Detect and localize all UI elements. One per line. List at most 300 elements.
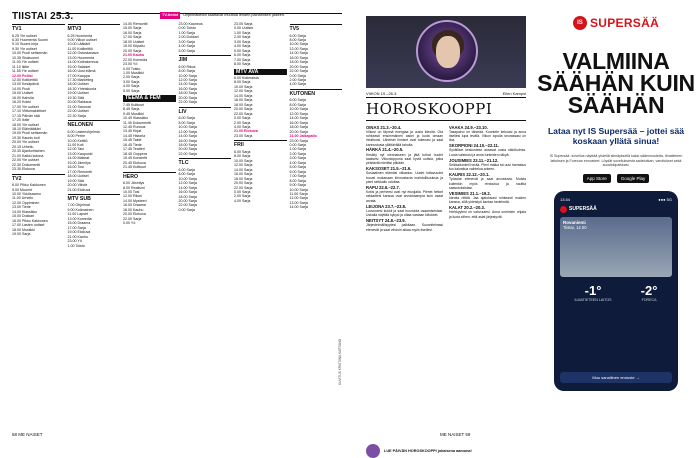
sign-text: Herkkyytesi on vahvuutesi. Anna unelmien ohjata ja luota siihen, että asiat järjestyvät.: [449, 210, 526, 219]
phone-temp-left: [575, 283, 612, 302]
program-line: 21.00 Kauhu: [67, 234, 88, 239]
program-line: 11.10 Ikitie: [12, 64, 30, 69]
program-line: 20.00 Viihde: [67, 183, 88, 188]
program-line: 6.00 Sarja: [178, 167, 195, 172]
program-line: 0.00 Yö: [123, 221, 136, 226]
program-line: 13.00 Kesäpäivä: [12, 82, 39, 87]
sign-name: RAPU 22.6.–22.7.: [366, 184, 400, 190]
program-line: 13.00 Komedia: [67, 216, 92, 221]
program-line: 20.00 Sarja: [178, 95, 197, 100]
program-line: 1.00 Musiikki: [123, 70, 144, 75]
face-shape: [436, 36, 460, 68]
tv-column: [179, 22, 232, 427]
program-line: 1.00 Sarja: [289, 147, 306, 152]
program-line: 10.35 Sisäsuomi: [12, 55, 39, 60]
program-line: 18.00 Sarja: [289, 125, 308, 130]
program-line: 14.00 Mysteeri: [123, 198, 147, 203]
sign-text: Keskity nyt olennaiseen ja jätä turhat huolet taaksesi. Viikonloppuna saat hyviä uutisia, jotka piristävät mieltäsi pitkään.: [366, 152, 443, 166]
phone-temp2: -2°: [640, 282, 658, 298]
tv-column: [234, 22, 287, 427]
program-line: 0.00 Sarja: [289, 142, 306, 147]
program-line: 22.30 Sarja: [67, 113, 86, 118]
program-line: 6.00 Sarja: [234, 53, 251, 58]
sign-text: Syvälliset keskustelut avaavat uusia näkökulmia. Luota vaistoosi ja anna tunteiden näkyä.: [449, 148, 526, 157]
program-line: 14.00 Puoli: [12, 86, 30, 91]
program-line: 6.25 Huomenta: [67, 33, 93, 38]
phone-brand-text: SUPERSÄÄ: [569, 206, 597, 213]
program-line: 21.00 Elokuva: [234, 129, 258, 134]
program-line: 16.20 Kokki: [12, 100, 31, 105]
program-line: 10.00 Puoli seitsemän: [12, 51, 48, 56]
horoscope-column-left: [366, 124, 443, 442]
program-line: 22.30 Dokumentti: [12, 162, 41, 167]
program-line: 21.45 Kulttuuri: [123, 165, 147, 170]
program-line: 9.30 Yle uutiset: [12, 46, 37, 51]
tv-column: [12, 22, 65, 427]
sign-name: LEIJONA 23.7.–23.8.: [366, 203, 407, 209]
schedule-note: [160, 12, 346, 19]
program-line: 10.00 Sarja: [234, 158, 253, 163]
program-line: 19.00 Puoli seitsemän: [12, 131, 48, 136]
program-line: 17.00 Sarja: [67, 225, 86, 230]
program-line: 3.00 Sarja: [178, 39, 195, 44]
sign-text: Luovuutesi kukkii ja saat huomiota osaamisestasi. Uskalla näyttää kykysi ja ottaa vastaan kiitokset.: [366, 208, 443, 218]
channel-heading: TV5: [290, 24, 343, 33]
program-line: 18.00 Sarja: [178, 142, 197, 147]
program-line: 22.00 Sarja: [178, 203, 197, 208]
program-line: 10.00 Sarja: [178, 73, 197, 78]
program-line: 18.30 Yhteiskunta: [67, 86, 97, 91]
program-line: 2.00 Sarja: [234, 35, 251, 40]
channel-heading: JIM: [179, 55, 232, 64]
channel-heading: TV2: [12, 174, 65, 183]
sign-text: Kotisi ja perheesi ovat nyt etusijalla. Pienet hetket rakkaittesi kanssa ovat arvokkaampia kuin osaat arvata.: [366, 190, 443, 203]
program-line: 5.00 Sarja: [289, 165, 306, 170]
phone-status-bar: [560, 197, 672, 202]
program-line: 17.30 Marketing: [67, 78, 94, 83]
sign-name: SKORPIONI 24.10.–22.11.: [449, 143, 500, 149]
program-line: 13.00 Kaupunki: [67, 151, 93, 156]
page-footer-left: 58 ME NAISET: [12, 432, 43, 437]
channel-heading: FRII: [234, 140, 287, 149]
program-line: 3.00 Sarja: [123, 79, 140, 84]
left-page: [0, 0, 348, 450]
program-line: 6.00 Lastenohjelmia: [67, 129, 100, 134]
program-line: 16.00 Sarja: [289, 120, 308, 125]
program-line: 13.45 Kirjat: [123, 129, 142, 134]
program-line: 6.25 Yle uutiset: [12, 33, 37, 38]
program-line: 2.00 Sarja: [123, 75, 140, 80]
program-line: 14.45 Historia: [123, 133, 146, 138]
ad-logo: [536, 16, 696, 30]
program-line: 7.00 Sarja: [289, 174, 306, 179]
program-line: 18.00 Sarja: [178, 91, 197, 96]
program-line: 4.00 Sarja: [289, 82, 306, 87]
channel-heading: HERO: [123, 172, 176, 181]
sign-text: Tasapaino on tärkeää. Kuuntele kehoasi ja anna itsellesi lupa levätä. Viikon lopulla seurassasi on iloa.: [449, 129, 526, 143]
program-line: 11.00 Sarja: [289, 191, 308, 196]
sign-text: Seikkailumieli herää. Pieni matka tai uusi harrastus tuo kaivattua vaihtelua arkeen.: [449, 162, 526, 172]
program-line: 2.00 Sarja: [289, 151, 306, 156]
program-line: 10.00 Tosi: [123, 189, 140, 194]
program-line: 22.00 Uutiset: [67, 109, 89, 114]
program-line: 6.00 Sarja: [234, 149, 251, 154]
program-line: 2.00 Dokkari: [178, 35, 199, 40]
program-line: 8.00 Sarja: [178, 69, 195, 74]
program-line: 13.00 Huomenta: [67, 55, 95, 60]
program-line: 15.00 Draama: [67, 221, 91, 226]
page-title: TIISTAI 25.3.: [12, 11, 74, 22]
program-line: 12.00 Sarja: [234, 89, 253, 94]
program-line: 6.30 Huomenta Suomi: [12, 37, 48, 42]
program-line: 6.00 Rikos: [178, 64, 196, 69]
program-line: 23.30 Elokuva: [12, 167, 35, 172]
right-page: [338, 0, 696, 453]
program-line: 2.00 Sarja: [234, 194, 251, 199]
horoscope-title: HOROSKOOPPI: [366, 97, 526, 121]
program-line: 0.00 Toisto: [123, 66, 141, 71]
program-line: 6.00 Sarja: [289, 33, 306, 38]
program-line: 12.00 Oppiminen: [12, 200, 40, 205]
program-line: 4.00 Sarja: [289, 160, 306, 165]
program-line: 23.00 Yö: [67, 239, 82, 244]
program-line: 18.00 Kauhu: [123, 207, 144, 212]
program-line: 17.45 Teatteri: [123, 147, 145, 152]
program-line: 14.00 Sarja: [289, 205, 308, 210]
program-line: 12.00 Ostoskanava: [67, 51, 99, 56]
sign-name: KALAT 20.2.–20.3.: [449, 205, 485, 211]
program-line: 21.00 Kauhu: [123, 53, 145, 58]
program-line: 0.00 Sarja: [234, 116, 251, 121]
program-line: 0.00 Sarja: [234, 189, 251, 194]
program-line: 4.00 Sarja: [234, 44, 251, 49]
program-line: 20.00 Rakkaus: [67, 100, 92, 105]
program-line: 3.00 Sarja: [289, 156, 306, 161]
program-line: 20.00 Sarja: [289, 64, 308, 69]
phone-brand: [560, 206, 672, 213]
phone-place: Rovaniemi: [563, 219, 586, 225]
program-line: 0.00 Uutiset: [234, 26, 254, 31]
program-line: 16.00 Kahvila: [12, 95, 34, 100]
note-tag: TV-tiedot: [162, 13, 179, 17]
program-line: 17.00 Remontti: [67, 169, 92, 174]
program-line: 8.00 Sarja: [234, 62, 251, 67]
program-line: 0.00 Sarja: [178, 207, 195, 212]
google-play-badge[interactable]: Google Play: [617, 174, 650, 183]
program-line: 4.00 Sarja: [234, 125, 251, 130]
program-line: 17.00 Lasten uutiset: [12, 223, 45, 228]
program-line: 19.00 Sarja: [12, 232, 31, 237]
program-line: 19.00 Elokuva: [67, 230, 91, 235]
program-line: 14.00 Sarja: [289, 116, 308, 121]
program-line: 14.00 Remontti: [123, 22, 148, 26]
sign-name: VESIMIES 21.1.–19.2.: [449, 190, 491, 196]
ad-badge: IS: [573, 16, 587, 30]
program-line: 14.00 Sarja: [234, 167, 253, 172]
tv-column: [290, 22, 343, 427]
program-line: 15.00 Salaiset: [67, 64, 91, 69]
store-badges: [536, 174, 696, 183]
channel-heading: NELONEN: [68, 120, 121, 129]
program-line: 17.00 Yle uutiset: [12, 104, 39, 109]
program-line: 5.00 Sarja: [178, 48, 195, 53]
phone-forecast-link[interactable]: Muu sanallinen ennuste →: [560, 372, 672, 383]
program-line: 6.00 Sarja: [289, 98, 306, 103]
program-line: 8.00 Sarja: [289, 178, 306, 183]
channel-heading: MTV3: [68, 24, 121, 33]
horoscope-column-right: [449, 124, 526, 442]
program-line: 10.00 Sarja: [234, 84, 253, 89]
program-line: 7.45 Kulttuuri: [123, 102, 145, 107]
program-line: 6.00 Kotimaisia: [234, 76, 259, 81]
program-line: 6.00 Sarja: [178, 116, 195, 121]
channel-heading: MTV AVA: [234, 69, 287, 76]
phone-location-card[interactable]: [560, 217, 672, 277]
sign-text: Työasiat etenevät ja saat arvostusta. Muista kuitenkin myös rentoutua ja nauttia saavutuksistasi.: [449, 177, 526, 190]
program-line: 21.00 Sanovat: [67, 104, 91, 109]
program-line: 19.30 Sää: [67, 95, 84, 100]
program-line: 10.00 Lääkärit: [67, 42, 91, 47]
program-line: 10.00 Sarja: [178, 176, 197, 181]
horoscope-illustration: [366, 16, 526, 88]
phone-src2: FORECA: [641, 297, 657, 302]
side-caption: KUVITUS KRISTIINA KARTANO: [338, 338, 342, 385]
program-line: 12.00 Sarja: [178, 181, 197, 186]
program-line: 11.45 Dokumentti: [123, 120, 151, 125]
program-line: 20.00 Sarja: [123, 48, 142, 53]
program-line: 22.00 Sarja: [178, 100, 197, 105]
program-line: 1.00 Toisto: [67, 243, 85, 248]
program-line: 11.00 Kotikeittiö: [67, 46, 93, 51]
tv-listings: [12, 22, 345, 427]
sign-name: OINAS 21.3.–20.4.: [366, 124, 402, 130]
note-text: Ohjelmatiedot saattavat muuttua lehden painamisen jälkeen.: [183, 13, 285, 17]
program-line: 13.00 Sarja: [289, 200, 308, 205]
program-line: 8.00 Sarja: [289, 102, 306, 107]
program-line: 12.00 Poliisi: [12, 73, 33, 78]
program-line: 10.00 Sarja: [289, 187, 308, 192]
program-line: 14.00 Kotirakennus: [67, 60, 99, 65]
program-line: 22.00 Sarja: [234, 111, 253, 116]
channel-heading: TV1: [12, 24, 65, 33]
program-line: 19.45 Konsertti: [123, 156, 148, 161]
program-line: 20.00 Sarja: [234, 107, 253, 112]
program-line: 11.00 Lapset: [67, 212, 89, 217]
program-line: 9.00 Viikon uutiset: [67, 37, 97, 42]
program-line: 20.30 Ajankohtainen: [12, 149, 45, 154]
program-line: 8.00 Sarja: [178, 172, 195, 177]
program-line: 18.00 Uutiset: [67, 82, 89, 87]
program-line: 10.00 Sarja: [178, 125, 197, 130]
program-line: 6.00 Sarja: [289, 169, 306, 174]
sign-text: Sosiaalinen elämäsi vilkastuu. Uudet tuttavuudet tuovat mukanaan kiinnostavia mahdollisuuksia ja pieni seikkailu odottaa.: [366, 171, 443, 185]
program-line: 4.00 Sarja: [234, 198, 251, 203]
program-line: 23.00 Sarja: [289, 138, 308, 143]
sign-name: JOUSIMIES 23.11.–21.12.: [449, 157, 499, 163]
program-line: 22.00 Sarja: [123, 216, 142, 221]
program-line: 21.00 Elokuva: [67, 187, 91, 192]
sign-name: KAURIS 22.12.–20.1.: [449, 171, 490, 177]
program-line: 9.00 Kotimainen: [67, 207, 94, 212]
program-line: 16.00 Sarja: [289, 55, 308, 60]
program-line: 14.00 Sarja: [289, 51, 308, 56]
page-footer-right: ME NAISET 59: [440, 432, 471, 437]
program-line: 12.00 Sarja: [234, 163, 253, 168]
program-line: 13.00 Tiede: [12, 205, 31, 210]
program-line: 3.00 Sarja: [234, 39, 251, 44]
program-line: 9.10 Suomi-kirja: [12, 42, 38, 47]
program-line: 15.00 Jännitys: [67, 160, 91, 165]
program-line: 23.00 Yö: [123, 62, 138, 67]
brand-dot-icon: [560, 206, 567, 213]
eye-icon: [366, 444, 380, 458]
program-line: 0.00 Toisto: [178, 26, 196, 31]
program-line: 16.00 Draama: [123, 203, 146, 208]
program-line: 22.00 Sarja: [289, 69, 308, 74]
sign-name: VAAKA 24.9.–23.10.: [449, 124, 488, 130]
tv-column: [123, 22, 176, 427]
program-line: 10.45 Klassikko: [123, 116, 149, 121]
program-line: 11.00 Koti: [67, 142, 84, 147]
program-line: 15.00 Dokkari: [12, 214, 35, 219]
program-line: 14.00 Sarja: [178, 82, 197, 87]
program-line: 16.00 Sarja: [178, 138, 197, 143]
sign-name: HÄRKÄ 21.4.–20.5.: [366, 147, 404, 153]
sign-name: NEITSYT 24.8.–23.9.: [366, 217, 406, 223]
phone-time: 13.54: [560, 196, 571, 202]
program-line: 16.00 Tosi: [67, 165, 84, 170]
program-line: 21.00 Jalkapallo: [289, 134, 317, 139]
program-line: 8.00 Sarja: [234, 154, 251, 159]
program-line: 8.45 Sarja: [123, 107, 140, 112]
program-line: 23.00 Kauneus: [178, 22, 203, 26]
ad-body: IS Supersää -sovellus näyttää yhdellä silmäyksellä kaksi sääennustetta, Ilmatieteen laitoksen ja Forecan ennusteet. Löydät sovelluksesta sadetutkan, varoitukset sekä suosikkipaikkasi.: [549, 154, 683, 168]
program-line: 23.05 Sarja: [234, 22, 253, 26]
program-line: 17.20 Ikitie: [12, 118, 30, 123]
program-line: 11.00 Yle uutiset: [12, 60, 39, 65]
program-line: 18.00 Musiikki: [12, 227, 35, 232]
program-line: 5.00 Sarja: [123, 88, 140, 93]
program-line: 16.00 Sarja: [178, 86, 197, 91]
supersaa-ad: [536, 0, 696, 450]
program-line: 4.00 Sarja: [123, 84, 140, 89]
horoscope-footer-text: LUE PÄIVÄN HOROSKOOPPI jokaisena aamuna!: [384, 449, 472, 453]
program-line: 16.00 Sarja: [234, 172, 253, 177]
program-line: 17.10 Viittomakieliset: [12, 109, 46, 114]
program-line: 12.00 Sarja: [289, 196, 308, 201]
channel-heading: TLC: [179, 158, 232, 167]
program-line: 9.45 Musiikki: [123, 111, 144, 116]
program-line: 16.00 Sarja: [234, 98, 253, 103]
phone-temp1: -1°: [584, 282, 602, 298]
program-line: 15.45 Taide: [123, 138, 142, 143]
horoscope-meta: [366, 91, 526, 96]
program-line: 18.00 Yle uutiset: [12, 122, 39, 127]
program-line: 20.00 Sarja: [234, 181, 253, 186]
program-line: 20.00 Sarja: [289, 129, 308, 134]
tv-column: [68, 22, 121, 427]
program-line: 1.00 Sarja: [178, 30, 195, 35]
program-line: 11.55 Yle uutiset: [12, 69, 39, 74]
program-line: 16.00 Uusi elämä: [67, 69, 96, 74]
program-line: 9.00 Muumit: [12, 187, 32, 192]
program-line: 14.00 Sarja: [234, 93, 253, 98]
program-line: 12.50 Kotikeittiö: [12, 78, 38, 83]
program-line: 5.00 Sarja: [234, 48, 251, 53]
program-line: 12.00 Sarja: [289, 46, 308, 51]
program-line: 15.00 Uutiset: [12, 91, 34, 96]
program-line: 14.00 Makeat: [67, 156, 90, 161]
phone-mockup: [554, 191, 678, 391]
program-line: 18.00 Sarja: [178, 194, 197, 199]
program-line: 18.00 Uutiset: [67, 174, 89, 179]
horoscope-author: Ellen Kampsi: [502, 91, 526, 96]
program-line: 18.00 Uutiset: [123, 39, 145, 44]
phone-weekday: Tiistai, 14.00: [563, 224, 587, 230]
program-line: 1.00 Sarja: [234, 30, 251, 35]
sign-name: KAKSOSET 21.5.–21.6.: [366, 166, 412, 172]
program-line: 21.00 Kaikki kotona: [12, 153, 44, 158]
phone-signal: ●●● 5G: [658, 196, 672, 202]
program-line: 12.00 Sarja: [289, 111, 308, 116]
program-line: 4.00 Sarja: [178, 44, 195, 49]
program-line: 7.00 Ohjelmat: [67, 203, 90, 208]
program-line: 0.00 Sarja: [289, 73, 306, 78]
program-line: 8.00 Perhe: [67, 134, 86, 139]
program-line: 18.00 Sarja: [289, 60, 308, 65]
program-line: 11.00 Urheilu: [12, 196, 34, 201]
program-line: 19.30 Kaunis koti: [12, 135, 40, 140]
program-line: 16.00 Sarja: [123, 30, 142, 35]
program-line: 20.00 Sarja: [178, 199, 197, 203]
program-line: 17.15 Päivän sää: [12, 113, 40, 118]
program-line: 16.00 Sarja: [178, 190, 197, 195]
program-line: 18.00 Sarja: [234, 176, 253, 181]
program-line: 12.00 Talo: [67, 147, 85, 152]
program-line: 8.00 Sarja: [289, 37, 306, 42]
program-line: 16.45 Tiede: [123, 142, 142, 147]
ad-headline: VALMIINA SÄÄHÄN KUIN SÄÄHÄN: [537, 48, 695, 118]
program-line: 19.00 Uutiset: [67, 91, 89, 96]
program-line: 10.00 Sarja: [289, 42, 308, 47]
program-line: 10.00 Sarja: [289, 107, 308, 112]
program-line: 10.00 Ykkösaamu: [12, 191, 41, 196]
program-line: 18.00 Sarja: [234, 102, 253, 107]
app-store-badge[interactable]: App Store: [583, 174, 611, 183]
ad-subheadline: Lataa nyt IS Supersää – jottei sää koskaan yllätä sinua!: [547, 126, 685, 146]
program-line: 17.00 Sarja: [123, 35, 142, 40]
ad-brand: SUPERSÄÄ: [589, 16, 660, 30]
horoscope-week: VIIKON 19.–26.3.: [366, 91, 398, 96]
program-line: 2.00 Sarja: [234, 120, 251, 125]
phone-src1: ILMATIETEEN LAITOS: [574, 297, 612, 302]
program-line: 23.00 Sarja: [234, 133, 253, 138]
phone-temperatures: [560, 283, 672, 302]
horoscope-columns: [366, 124, 526, 442]
program-line: 6.00 Pikku Kakkonen: [12, 183, 46, 188]
program-line: 12.00 Sarja: [178, 78, 197, 83]
channel-heading: MTV SUB: [68, 194, 121, 203]
program-line: 6.00 Jännitys: [123, 181, 145, 186]
program-line: 9.00 Sarja: [289, 183, 306, 188]
program-line: 22.00 Komedia: [123, 57, 148, 62]
program-line: 10.00 Keittiö: [67, 138, 88, 143]
program-line: 8.00 Sarja: [234, 80, 251, 85]
program-line: 22.00 Yle uutiset: [12, 158, 39, 163]
sign-text: Järjestelmällisyytesi palkitaan. Suunnitelmasi etenevät ja saat vihdoin aikaa myös itsellesi.: [366, 223, 443, 232]
program-line: 8.00 Realismi: [123, 185, 145, 190]
program-line: 12.00 Rikos: [123, 194, 142, 199]
